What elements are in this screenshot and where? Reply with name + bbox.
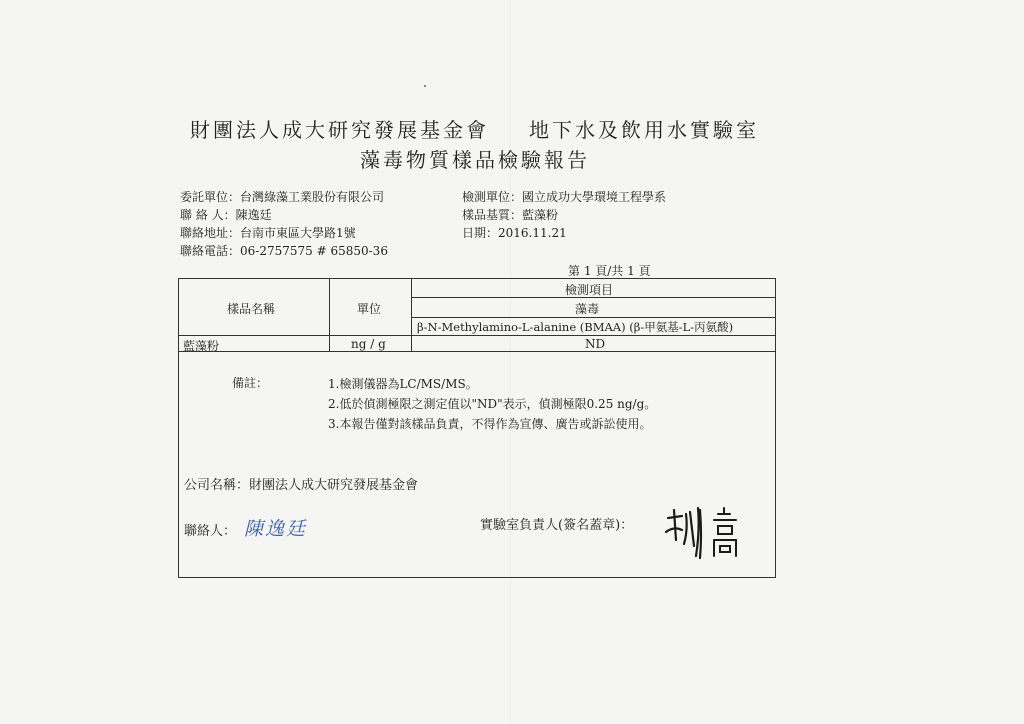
header-category: 藻毒	[575, 302, 600, 316]
note-item: 2.低於偵測極限之測定值以"ND"表示，偵測極限0.25 ng/g。	[328, 397, 657, 411]
notes-label: 備註：	[232, 376, 269, 390]
testing-unit: 檢測單位：國立成功大學環境工程學系	[462, 190, 667, 204]
row-result: ND	[585, 337, 606, 351]
manager-label: 實驗室負責人(簽名蓋章)：	[480, 518, 634, 533]
contact-label: 聯絡人：	[184, 524, 237, 539]
client-contact: 聯 絡 人：陳逸廷	[180, 208, 272, 222]
contact-line	[184, 514, 307, 541]
note-item: 3.本報告僅對該樣品負責，不得作為宣傳、廣告或訴訟使用。	[328, 417, 652, 431]
client-info	[180, 188, 388, 260]
row-sample: 藍藻粉	[183, 339, 220, 353]
client-phone: 聯絡電話：06-2757575 # 65850-36	[180, 244, 388, 258]
header-analyte: β-N-Methylamino-L-alanine (BMAA) (β-甲氨基-L-丙氨酸)	[417, 320, 734, 334]
notes-list	[328, 374, 656, 434]
title-laboratory: 地下水及飲用水實驗室	[529, 118, 759, 142]
client-address: 聯絡地址：台南市東區大學路1號	[180, 226, 356, 240]
report-title	[190, 114, 759, 143]
table-divider	[411, 317, 775, 318]
report-date: 日期：2016.11.21	[462, 226, 567, 240]
contact-signature: 陳逸廷	[244, 518, 308, 540]
test-info	[462, 188, 666, 242]
table-divider	[329, 279, 330, 351]
table-divider	[411, 279, 412, 351]
company-name: 公司名稱：財團法人成大研究發展基金會	[184, 478, 419, 493]
sample-matrix: 樣品基質：藍藻粉	[462, 208, 559, 222]
table-divider	[179, 335, 775, 336]
header-sample-name: 樣品名稱	[227, 302, 276, 316]
client-unit: 委託單位：台灣綠藻工業股份有限公司	[180, 190, 385, 204]
header-unit: 單位	[357, 302, 382, 316]
paper-speck	[424, 85, 426, 87]
report-subtitle: 藻毒物質樣品檢驗報告	[360, 148, 590, 172]
row-unit: ng / g	[351, 337, 386, 351]
page-number: 第 1 頁/共 1 頁	[568, 264, 651, 278]
note-item: 1.檢測儀器為LC/MS/MS。	[328, 377, 478, 391]
table-divider	[179, 351, 775, 352]
manager-signature-icon	[660, 500, 750, 560]
header-test-items: 檢測項目	[565, 283, 614, 297]
title-organization: 財團法人成大研究發展基金會	[190, 118, 489, 142]
